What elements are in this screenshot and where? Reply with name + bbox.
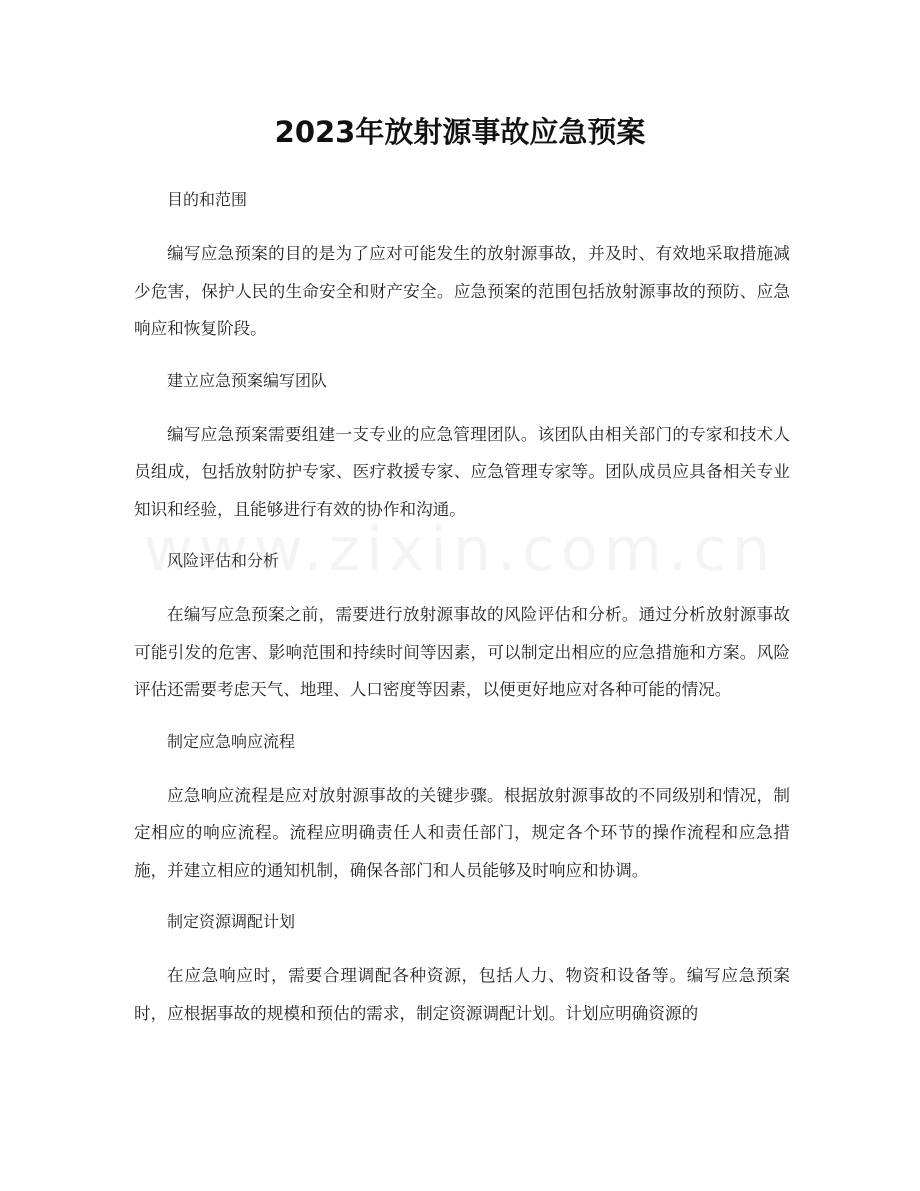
document-title: 2023年放射源事故应急预案 (274, 115, 646, 149)
section-heading: 制定资源调配计划 (167, 912, 296, 931)
section-resource-plan (134, 903, 790, 1032)
section-risk-assessment (134, 542, 790, 709)
section-paragraph: 在编写应急预案之前，需要进行放射源事故的风险评估和分析。通过分析放射源事故可能引发的危害、影响范围和持续时间等因素，可以制定出相应的应急措施和方案。风险评估还需要考虑天气、地理、人口密度等因素，以便更好地应对各种可能的情况。 (134, 605, 790, 699)
section-response-process (134, 723, 790, 890)
section-heading: 目的和范围 (167, 190, 248, 209)
section-purpose-scope (134, 181, 790, 348)
section-paragraph: 应急响应流程是应对放射源事故的关键步骤。根据放射源事故的不同级别和情况，制定相应的响应流程。流程应明确责任人和责任部门，规定各个环节的操作流程和应急措施，并建立相应的通知机制，确保各部门和人员能够及时响应和协调。 (134, 785, 790, 880)
document-body (134, 181, 790, 1046)
section-paragraph: 编写应急预案的目的是为了应对可能发生的放射源事故，并及时、有效地采取措施减少危害，保护人民的生命安全和财产安全。应急预案的范围包括放射源事故的预防、应急响应和恢复阶段。 (134, 244, 790, 338)
section-team (134, 362, 790, 529)
section-paragraph: 编写应急预案需要组建一支专业的应急管理团队。该团队由相关部门的专家和技术人员组成，包括放射防护专家、医疗救援专家、应急管理专家等。团队成员应具备相关专业知识和经验，且能够进行有效的协作和沟通。 (134, 424, 790, 519)
section-heading: 制定应急响应流程 (167, 731, 296, 751)
section-heading: 风险评估和分析 (167, 551, 280, 570)
section-heading: 建立应急预案编写团队 (167, 370, 328, 390)
section-paragraph: 在应急响应时，需要合理调配各种资源，包括人力、物资和设备等。编写应急预案时，应根据事故的规模和预估的需求，制定资源调配计划。计划应明确资源的 (134, 966, 790, 1023)
